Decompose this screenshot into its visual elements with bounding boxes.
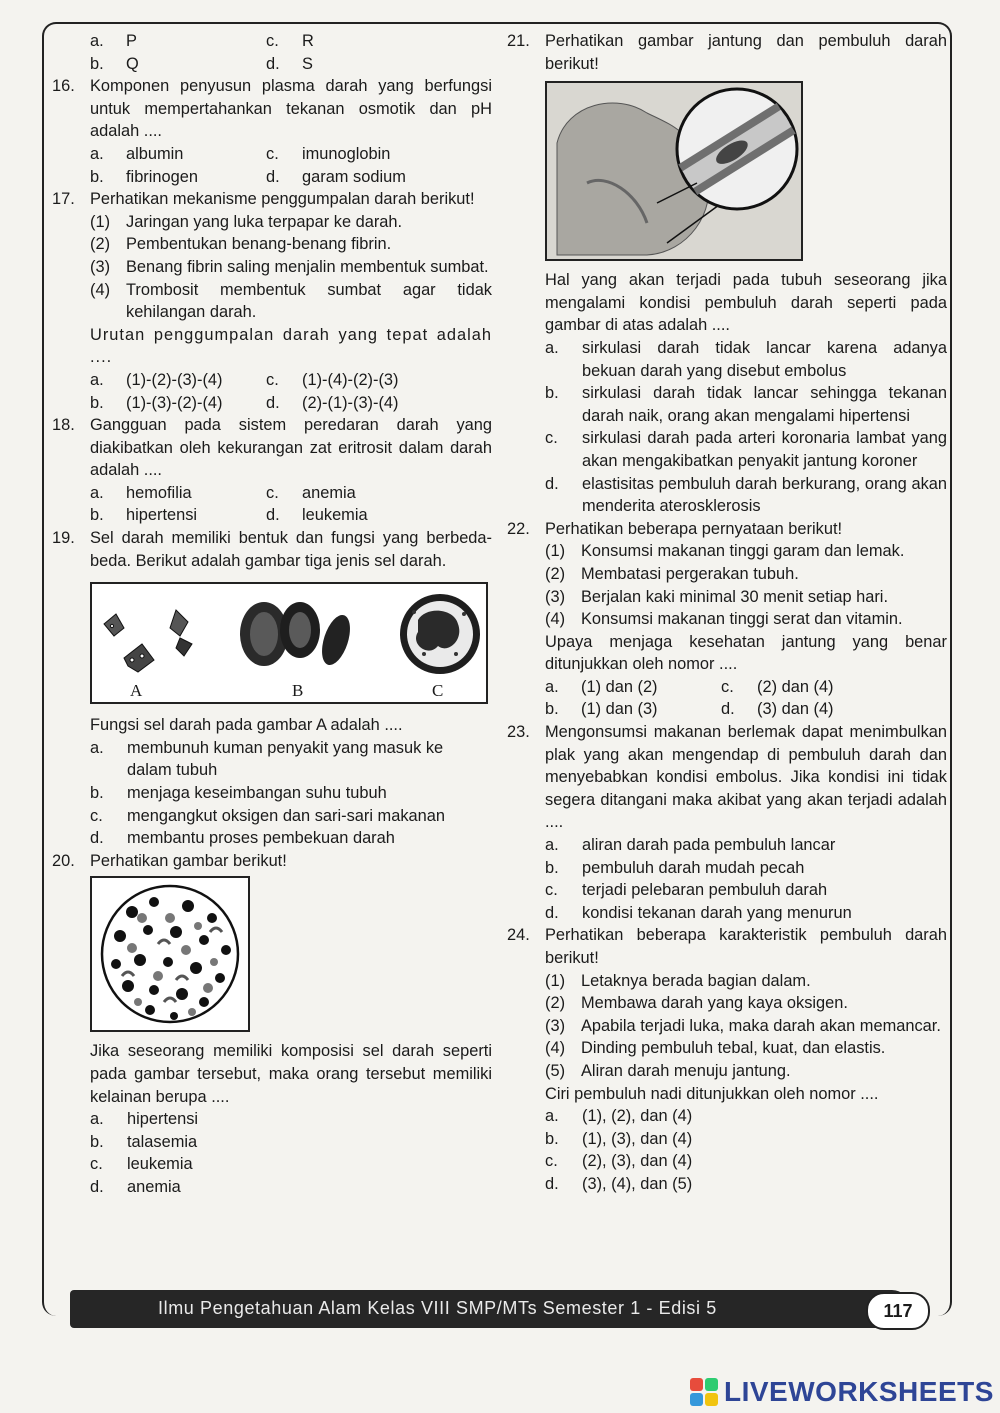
blood-cells-figure xyxy=(90,582,488,704)
option[interactable]: d. (3) dan (4) xyxy=(721,700,834,719)
statement: (1) Letaknya berada bagian dalam. xyxy=(545,971,811,990)
question-number: 17. xyxy=(52,190,75,209)
option[interactable]: c. anemia xyxy=(266,483,356,502)
q16-options xyxy=(90,143,492,188)
platelets-drawing xyxy=(104,610,192,672)
statement: (3) Berjalan kaki minimal 30 menit setiap hari. xyxy=(545,587,889,606)
blood-sample-figure xyxy=(90,876,250,1032)
brand-name: LIVEWORKSHEETS xyxy=(724,1376,994,1407)
option[interactable]: b. menjaga keseimbangan suhu tubuh xyxy=(90,784,387,803)
option[interactable]: b. talasemia xyxy=(90,1132,198,1151)
option[interactable]: a. membunuh kuman penyakit yang masuk ke dalam tubuh xyxy=(90,738,444,780)
right-column xyxy=(507,30,947,1196)
q20-prompt-wrap xyxy=(90,1040,492,1108)
q22-statements xyxy=(545,540,947,676)
q19-prompt-wrap xyxy=(90,714,492,737)
option[interactable]: d. leukemia xyxy=(266,506,368,525)
option[interactable]: c. mengangkut oksigen dan sari-sari makanan xyxy=(90,806,445,825)
figure-label-b: B xyxy=(292,680,304,700)
option[interactable]: d. anemia xyxy=(90,1177,181,1196)
option[interactable]: d. kondisi tekanan darah yang menurun xyxy=(545,903,852,922)
option[interactable]: d. S xyxy=(266,54,313,73)
option[interactable]: a. aliran darah pada pembuluh lancar xyxy=(545,836,836,855)
liveworksheets-logo xyxy=(690,1376,994,1408)
option[interactable]: b. fibrinogen xyxy=(90,167,198,186)
blood-smear-illustration xyxy=(92,878,248,1030)
option[interactable]: a. hipertensi xyxy=(90,1110,199,1129)
option[interactable]: b. hipertensi xyxy=(90,506,198,525)
option[interactable]: d. garam sodium xyxy=(266,167,406,186)
question-prompt: Jika seseorang memiliki komposisi sel darah seperti pada gambar tersebut, maka orang tersebut memiliki kelainan berupa .... xyxy=(90,1042,492,1106)
question-prompt: Hal yang akan terjadi pada tubuh seseorang jika mengalami kondisi pembuluh darah seperti pada gambar di atas adalah .... xyxy=(545,271,947,335)
q15-options xyxy=(90,30,492,75)
option[interactable]: d. membantu proses pembekuan darah xyxy=(90,829,395,848)
q17-statements xyxy=(90,211,492,369)
question-21 xyxy=(507,30,947,75)
question-20 xyxy=(52,850,492,873)
q21-prompt-wrap xyxy=(545,269,947,337)
left-column xyxy=(52,30,492,1199)
question-text: Perhatikan beberapa pernyataan berikut! xyxy=(545,519,843,538)
question-text: Perhatikan beberapa karakteristik pembuluh darah berikut! xyxy=(545,926,947,967)
blood-cells-illustration xyxy=(92,584,486,702)
option[interactable]: c. terjadi pelebaran pembuluh darah xyxy=(545,881,828,900)
statement: (2) Pembentukan benang-benang fibrin. xyxy=(90,235,392,254)
option[interactable]: a. (1), (2), dan (4) xyxy=(545,1107,693,1126)
q23-options xyxy=(545,834,947,924)
footer-title: Ilmu Pengetahuan Alam Kelas VIII SMP/MTs Semester 1 - Edisi 5 xyxy=(158,1298,717,1318)
question-number: 23. xyxy=(507,723,530,742)
footer-bar xyxy=(70,1290,910,1328)
heart-vessel-figure xyxy=(545,81,803,261)
option[interactable]: a. (1)-(2)-(3)-(4) xyxy=(90,370,223,389)
question-text: Gangguan pada sistem peredaran darah yang diakibatkan oleh kekurangan zat eritrosit dalam darah adalah .... xyxy=(90,416,492,480)
question-number: 21. xyxy=(507,32,530,50)
option[interactable]: c. R xyxy=(266,32,314,50)
question-19 xyxy=(52,527,492,572)
statement: (2) Membawa darah yang kaya oksigen. xyxy=(545,994,848,1013)
question-number: 24. xyxy=(507,926,530,945)
option[interactable]: a. P xyxy=(90,32,137,50)
q20-options xyxy=(90,1108,492,1198)
option[interactable]: a. (1) dan (2) xyxy=(545,677,658,696)
option[interactable]: c. leukemia xyxy=(90,1155,193,1174)
statement: (2) Membatasi pergerakan tubuh. xyxy=(545,564,799,583)
option[interactable]: b. sirkulasi darah tidak lancar sehingga tekanan darah naik, orang akan mengalami hipertensi xyxy=(545,384,947,425)
q19-options xyxy=(90,737,492,850)
option[interactable]: b. (1) dan (3) xyxy=(545,700,658,719)
question-text: Mengonsumsi makanan berlemak dapat menimbulkan plak yang akan mengendap di pembuluh darah dan menyebabkan kondisi embolus. Jika kondisi ini tidak segera ditangani maka akibat yang akan terjadi adalah .... xyxy=(545,723,947,832)
question-prompt: Ciri pembuluh nadi ditunjukkan oleh nomor .... xyxy=(545,1084,879,1103)
option[interactable]: d. (2)-(1)-(3)-(4) xyxy=(266,393,399,412)
liveworksheets-grid-icon xyxy=(690,1378,718,1406)
q17-options xyxy=(90,369,492,414)
question-23 xyxy=(507,721,947,834)
statement: (1) Jaringan yang luka terpapar ke darah. xyxy=(90,212,403,231)
question-number: 19. xyxy=(52,529,75,548)
option[interactable]: b. (1), (3), dan (4) xyxy=(545,1129,693,1148)
question-number: 20. xyxy=(52,851,75,870)
question-18 xyxy=(52,414,492,482)
option[interactable]: d. elastisitas pembuluh darah berkurang, orang akan menderita aterosklerosis xyxy=(545,474,947,516)
option[interactable]: a. sirkulasi darah tidak lancar karena adanya bekuan darah yang disebut embolus xyxy=(545,338,947,380)
question-17 xyxy=(52,188,492,211)
statement: (1) Konsumsi makanan tinggi garam dan lemak. xyxy=(545,542,905,561)
statement: (4) Konsumsi makanan tinggi serat dan vitamin. xyxy=(545,610,903,629)
question-prompt: Upaya menjaga kesehatan jantung yang benar ditunjukkan oleh nomor .... xyxy=(545,632,947,674)
heart-artery-illustration xyxy=(547,83,801,259)
q22-options xyxy=(545,676,947,721)
q18-options xyxy=(90,482,492,527)
white-blood-cell-drawing xyxy=(400,594,480,674)
statement: (3) Benang fibrin saling menjalin membentuk sumbat. xyxy=(90,257,489,276)
q21-options xyxy=(545,337,947,518)
option[interactable]: a. hemofilia xyxy=(90,483,192,502)
option[interactable]: c. (2) dan (4) xyxy=(721,677,834,696)
statement: (4) Trombosit membentuk sumbat agar tidak kehilangan darah. xyxy=(90,280,492,322)
question-text: Sel darah memiliki bentuk dan fungsi yang berbeda-beda. Berikut adalah gambar tiga jenis sel darah. xyxy=(90,529,492,570)
question-text: Komponen penyusun plasma darah yang berfungsi untuk mempertahankan tekanan osmotik dan pH adalah .... xyxy=(90,77,492,141)
question-prompt: Fungsi sel darah pada gambar A adalah .... xyxy=(90,716,403,735)
question-prompt: Urutan penggumpalan darah yang tepat adalah .... xyxy=(90,325,492,367)
option[interactable]: b. (1)-(3)-(2)-(4) xyxy=(90,393,223,412)
option[interactable]: b. Q xyxy=(90,54,139,73)
option[interactable]: d. (3), (4), dan (5) xyxy=(545,1174,693,1193)
option[interactable]: b. pembuluh darah mudah pecah xyxy=(545,858,805,877)
question-text: Perhatikan mekanisme penggumpalan darah berikut! xyxy=(90,190,475,209)
figure-label-c: C xyxy=(432,680,444,700)
q24-statements xyxy=(545,970,947,1106)
question-16 xyxy=(52,75,492,143)
option[interactable]: c. sirkulasi darah pada arteri koronaria lambat yang akan mengakibatkan penyakit jantung koroner xyxy=(545,429,947,470)
question-number: 16. xyxy=(52,77,75,96)
figure-label-a: A xyxy=(130,680,143,700)
question-24 xyxy=(507,924,947,969)
option[interactable]: c. imunoglobin xyxy=(266,144,391,163)
option[interactable]: c. (1)-(4)-(2)-(3) xyxy=(266,370,399,389)
option[interactable]: a. albumin xyxy=(90,144,184,163)
q24-options xyxy=(545,1105,947,1195)
question-text: Perhatikan gambar berikut! xyxy=(90,851,287,870)
page-number: 117 xyxy=(866,1292,930,1330)
statement: (4) Dinding pembuluh tebal, kuat, dan elastis. xyxy=(545,1039,886,1058)
question-22 xyxy=(507,518,947,541)
option[interactable]: c. (2), (3), dan (4) xyxy=(545,1152,693,1171)
statement: (3) Apabila terjadi luka, maka darah akan memancar. xyxy=(545,1016,941,1035)
red-blood-cells-drawing xyxy=(240,602,355,668)
question-text: Perhatikan gambar jantung dan pembuluh darah berikut! xyxy=(545,32,947,73)
statement: (5) Aliran darah menuju jantung. xyxy=(545,1061,791,1080)
question-number: 18. xyxy=(52,416,75,435)
question-number: 22. xyxy=(507,519,530,538)
